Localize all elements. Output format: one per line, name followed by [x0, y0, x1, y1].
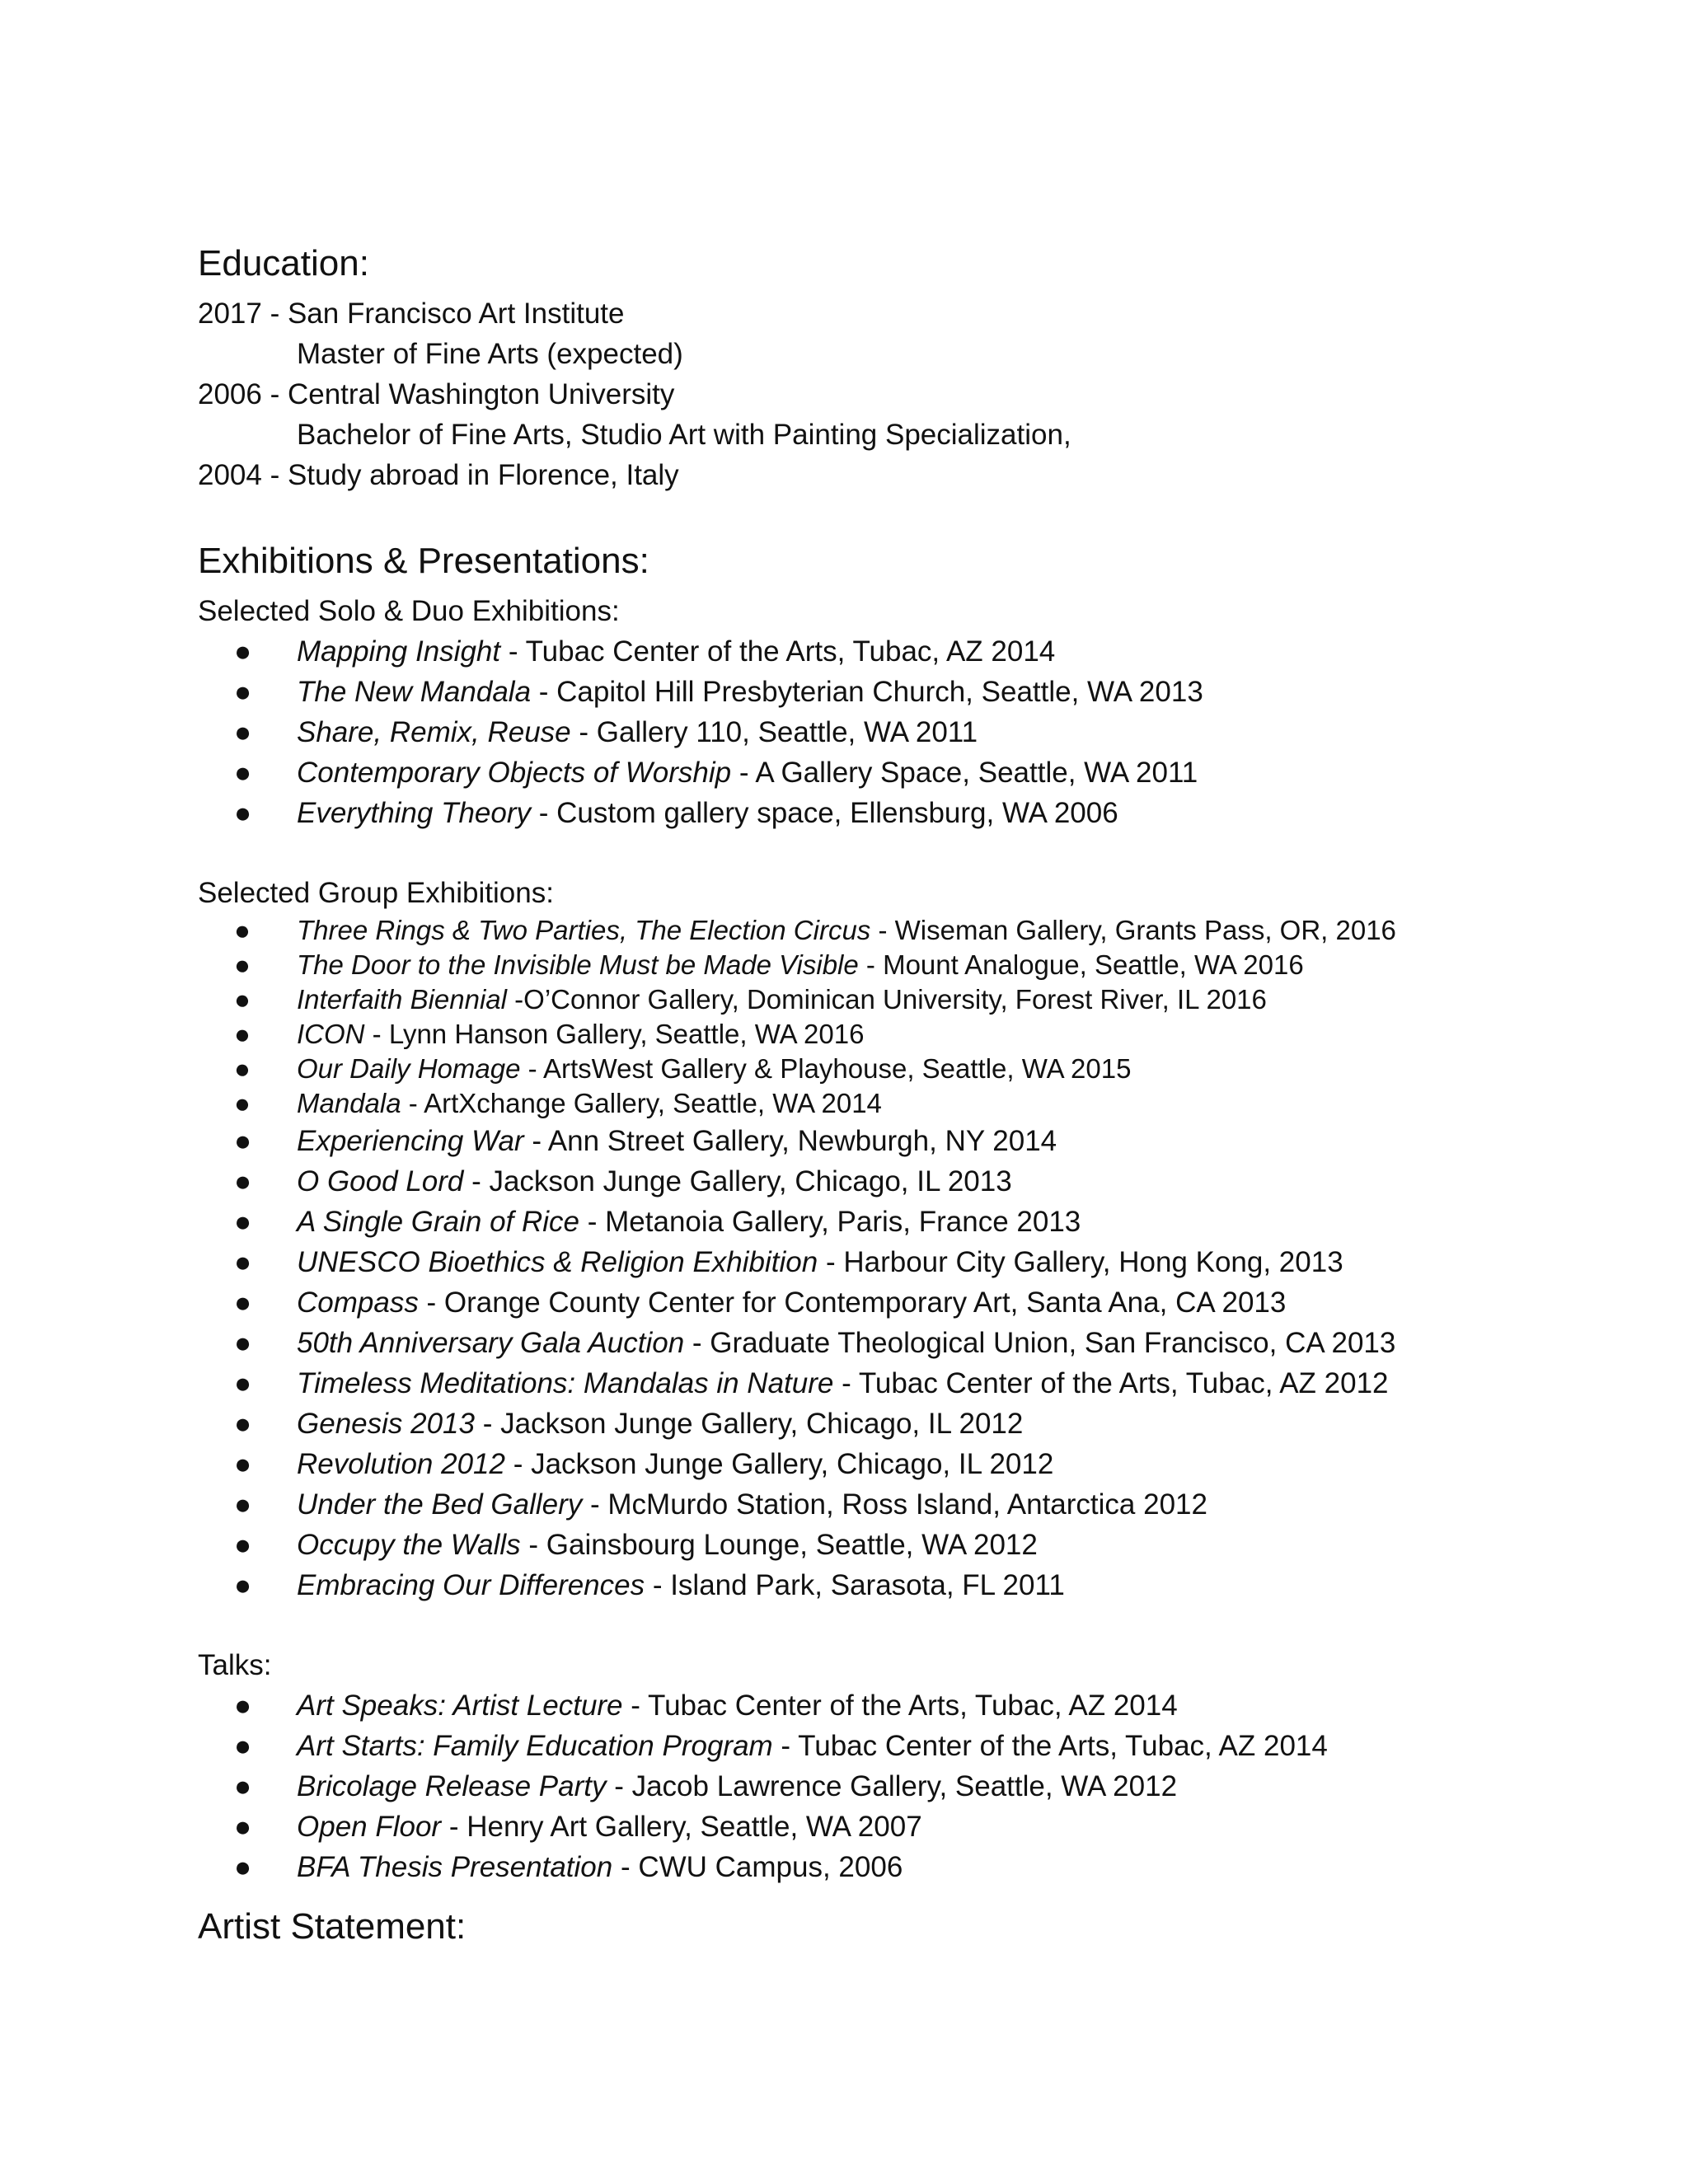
item-title: Our Daily Homage	[297, 1053, 521, 1084]
group-exhibitions-subheading: Selected Group Exhibitions:	[198, 877, 554, 909]
list-item	[198, 1282, 1533, 1323]
item-details: - Capitol Hill Presbyterian Church, Seattle, WA 2013	[531, 676, 1203, 708]
list-item	[198, 1323, 1533, 1363]
bullet-icon: ●	[234, 1690, 252, 1722]
education-entry: 2017 - San Francisco Art Institute	[198, 298, 625, 330]
item-details: - Mount Analogue, Seattle, WA 2016	[858, 949, 1304, 980]
list-item	[198, 913, 1533, 948]
item-title: Art Starts: Family Education Program	[297, 1730, 773, 1762]
education-entry: 2006 - Central Washington University	[198, 378, 675, 410]
list-item	[198, 1363, 1533, 1404]
item-title: Everything Theory	[297, 797, 532, 829]
list-item	[198, 1161, 1533, 1202]
talks-subheading: Talks:	[198, 1649, 272, 1681]
item-details: - Island Park, Sarasota, FL 2011	[645, 1569, 1065, 1601]
item-details: - Metanoia Gallery, Paris, France 2013	[579, 1206, 1081, 1238]
item-title: Bricolage Release Party	[297, 1770, 607, 1802]
bullet-icon: ●	[234, 797, 252, 829]
item-title: The New Mandala	[297, 676, 532, 708]
list-item	[198, 1847, 1533, 1887]
bullet-icon: ●	[234, 1851, 252, 1883]
item-title: Art Speaks: Artist Lecture	[297, 1690, 623, 1722]
list-item	[198, 1242, 1533, 1282]
item-details: - Graduate Theological Union, San Francisco, CA 2013	[684, 1327, 1396, 1359]
education-heading: Education:	[198, 243, 369, 284]
list-item	[198, 1052, 1533, 1086]
item-details: - A Gallery Space, Seattle, WA 2011	[731, 757, 1198, 789]
item-details: - Gainsbourg Lounge, Seattle, WA 2012	[520, 1529, 1038, 1561]
cv-content	[198, 241, 1533, 1957]
item-details: - Jackson Junge Gallery, Chicago, IL 2012	[504, 1448, 1054, 1480]
item-title: O Good Lord	[297, 1165, 464, 1197]
item-title: Revolution 2012	[297, 1448, 505, 1480]
list-item	[198, 1525, 1533, 1565]
bullet-icon: ●	[234, 1327, 252, 1359]
exhibitions-heading: Exhibitions & Presentations:	[198, 541, 649, 581]
list-item	[198, 712, 1533, 752]
education-entry: 2004 - Study abroad in Florence, Italy	[198, 459, 679, 491]
item-details: - ArtXchange Gallery, Seattle, WA 2014	[401, 1088, 882, 1118]
item-title: Compass	[297, 1286, 419, 1319]
list-item	[198, 672, 1533, 712]
education-detail: Master of Fine Arts (expected)	[297, 338, 683, 370]
list-item	[198, 1404, 1533, 1444]
bullet-icon: ●	[234, 1448, 252, 1480]
bullet-icon: ●	[234, 635, 252, 668]
item-details: - Harbour City Gallery, Hong Kong, 2013	[818, 1246, 1343, 1278]
bullet-icon: ●	[234, 1286, 252, 1319]
bullet-icon: ●	[234, 1088, 251, 1118]
bullet-icon: ●	[234, 949, 251, 980]
bullet-icon: ●	[234, 1367, 252, 1399]
item-title: Share, Remix, Reuse	[297, 716, 571, 748]
list-item	[198, 982, 1533, 1017]
item-title: Occupy the Walls	[297, 1529, 521, 1561]
list-item	[198, 752, 1533, 793]
bullet-icon: ●	[234, 1206, 252, 1238]
bullet-icon: ●	[234, 1125, 252, 1157]
item-title: Contemporary Objects of Worship	[297, 757, 732, 789]
group-exhibitions-list-compact	[198, 913, 1533, 1121]
item-title: Under the Bed Gallery	[297, 1488, 583, 1521]
list-item	[198, 1086, 1533, 1121]
bullet-icon: ●	[234, 1053, 251, 1084]
item-title: Open Floor	[297, 1811, 442, 1843]
bullet-icon: ●	[234, 757, 252, 789]
bullet-icon: ●	[234, 1529, 252, 1561]
bullet-icon: ●	[234, 984, 251, 1015]
item-details: - Lynn Hanson Gallery, Seattle, WA 2016	[364, 1019, 865, 1049]
item-details: - Tubac Center of the Arts, Tubac, AZ 2014	[772, 1730, 1328, 1762]
list-item	[198, 1017, 1533, 1052]
item-title: Three Rings & Two Parties, The Election Circus	[297, 915, 871, 945]
list-item	[198, 1121, 1533, 1161]
solo-exhibitions-list	[198, 631, 1533, 833]
bullet-icon: ●	[234, 676, 252, 708]
solo-exhibitions-subheading: Selected Solo & Duo Exhibitions:	[198, 595, 620, 627]
item-title: Genesis 2013	[297, 1408, 475, 1440]
item-details: - Gallery 110, Seattle, WA 2011	[570, 716, 978, 748]
item-title: BFA Thesis Presentation	[297, 1851, 613, 1883]
list-item	[198, 1807, 1533, 1847]
list-item	[198, 1685, 1533, 1726]
item-details: - Tubac Center of the Arts, Tubac, AZ 2012	[833, 1367, 1389, 1399]
item-title: The Door to the Invisible Must be Made Visible	[297, 949, 859, 980]
list-item	[198, 631, 1533, 672]
talks-list	[198, 1685, 1533, 1887]
bullet-icon: ●	[234, 1730, 252, 1762]
bullet-icon: ●	[234, 1770, 252, 1802]
item-title: Mandala	[297, 1088, 401, 1118]
education-detail: Bachelor of Fine Arts, Studio Art with Painting Specialization,	[297, 419, 1071, 451]
item-title: Experiencing War	[297, 1125, 524, 1157]
item-details: -O’Connor Gallery, Dominican University, Forest River, IL 2016	[507, 984, 1267, 1015]
item-details: - Ann Street Gallery, Newburgh, NY 2014	[523, 1125, 1057, 1157]
item-title: ICON	[297, 1019, 365, 1049]
item-details: - Henry Art Gallery, Seattle, WA 2007	[441, 1811, 922, 1843]
item-details: - Custom gallery space, Ellensburg, WA 2006	[531, 797, 1118, 829]
artist-statement-heading: Artist Statement:	[198, 1906, 467, 1947]
item-details: - Orange County Center for Contemporary Art, Santa Ana, CA 2013	[418, 1286, 1287, 1319]
bullet-icon: ●	[234, 1165, 252, 1197]
list-item	[198, 1444, 1533, 1484]
item-details: - Jackson Junge Gallery, Chicago, IL 2013	[463, 1165, 1012, 1197]
list-item	[198, 948, 1533, 982]
list-item	[198, 793, 1533, 833]
item-title: Interfaith Biennial	[297, 984, 507, 1015]
list-item	[198, 1726, 1533, 1766]
bullet-icon: ●	[234, 1811, 252, 1843]
item-details: - Jackson Junge Gallery, Chicago, IL 2012	[474, 1408, 1024, 1440]
item-title: Embracing Our Differences	[297, 1569, 645, 1601]
item-title: Mapping Insight	[297, 635, 501, 668]
item-details: - Jacob Lawrence Gallery, Seattle, WA 2012	[606, 1770, 1178, 1802]
item-details: - Wiseman Gallery, Grants Pass, OR, 2016	[870, 915, 1396, 945]
bullet-icon: ●	[234, 915, 251, 945]
bullet-icon: ●	[234, 1019, 251, 1049]
item-details: - Tubac Center of the Arts, Tubac, AZ 2014	[622, 1690, 1178, 1722]
item-title: 50th Anniversary Gala Auction	[297, 1327, 685, 1359]
list-item	[198, 1484, 1533, 1525]
item-details: - CWU Campus, 2006	[612, 1851, 903, 1883]
item-details: - Tubac Center of the Arts, Tubac, AZ 2014	[500, 635, 1056, 668]
item-title: Timeless Meditations: Mandalas in Nature	[297, 1367, 834, 1399]
bullet-icon: ●	[234, 716, 252, 748]
bullet-icon: ●	[234, 1488, 252, 1521]
bullet-icon: ●	[234, 1569, 252, 1601]
item-details: - McMurdo Station, Ross Island, Antarctica 2012	[582, 1488, 1207, 1521]
group-exhibitions-list	[198, 1121, 1533, 1605]
list-item	[198, 1766, 1533, 1807]
item-title: UNESCO Bioethics & Religion Exhibition	[297, 1246, 818, 1278]
bullet-icon: ●	[234, 1408, 252, 1440]
bullet-icon: ●	[234, 1246, 252, 1278]
list-item	[198, 1202, 1533, 1242]
list-item	[198, 1565, 1533, 1605]
item-details: - ArtsWest Gallery & Playhouse, Seattle, WA 2015	[520, 1053, 1132, 1084]
item-title: A Single Grain of Rice	[297, 1206, 580, 1238]
education-list	[198, 293, 1533, 495]
